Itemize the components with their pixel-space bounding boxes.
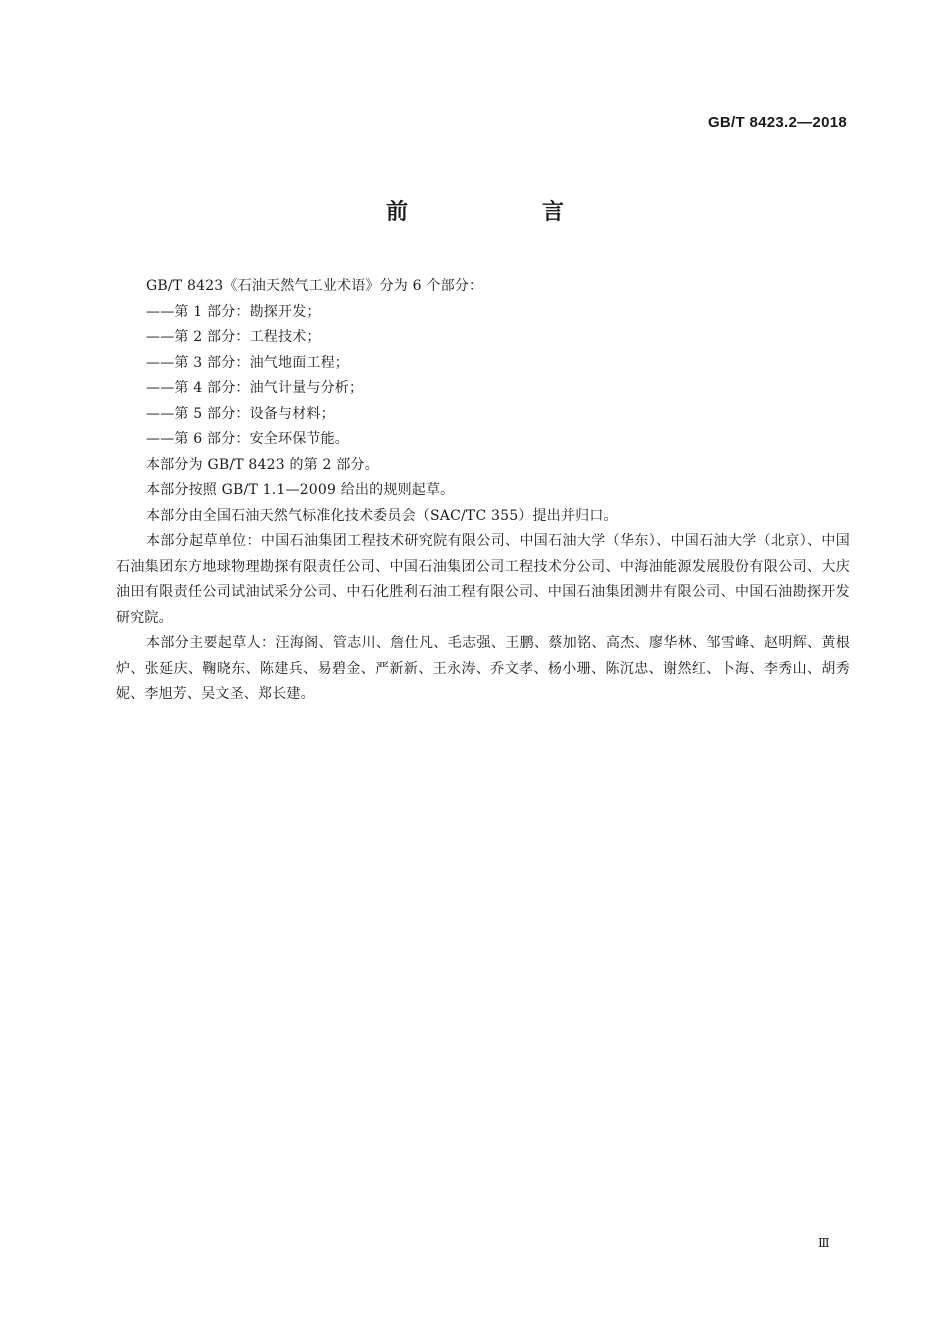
list-item-part-4: ——第 4 部分：油气计量与分析； <box>146 380 364 396</box>
paragraph-intro: GB/T 8423《石油天然气工业术语》分为 6 个部分： <box>146 278 484 294</box>
list-item-part-5: ——第 5 部分：设备与材料； <box>146 405 335 422</box>
page-title: 前 言 <box>385 200 620 225</box>
foreword-body <box>116 274 850 708</box>
list-item-part-6: ——第 6 部分：安全环保节能。 <box>146 431 350 447</box>
list-item-part-3: ——第 3 部分：油气地面工程； <box>146 354 350 371</box>
paragraph-committee: 本部分由全国石油天然气标准化技术委员会（SAC/TC 355）提出并归口。 <box>146 507 618 524</box>
list-item-part-1: ——第 1 部分：勘探开发； <box>146 303 321 320</box>
paragraph-drafting-units: 本部分起草单位：中国石油集团工程技术研究院有限公司、中国石油大学（华东）、中国石油大学（北京）、中国石油集团东方地球物理勘探有限责任公司、中国石油集团公司工程技术分公司、中海油能源发展股份有限公司、大庆油田有限责任公司试油试采分公司、中石化胜利石油工程有限公司、中国石油集团测井有限公司、中国石油勘探开发研究院。 <box>116 533 850 626</box>
paragraph-drafting-rules: 本部分按照 GB/T 1.1—2009 给出的规则起草。 <box>146 482 455 498</box>
standard-number: GB/T 8423.2—2018 <box>707 114 847 131</box>
paragraph-drafters: 本部分主要起草人：汪海阁、管志川、詹仕凡、毛志强、王鹏、蔡加铭、高杰、廖华林、邹雪峰、赵明辉、黄根炉、张延庆、鞠晓东、陈建兵、易碧金、严新新、王永涛、乔文孝、杨小珊、陈沉忠、谢然红、卜海、李秀山、胡秀妮、李旭芳、吴文圣、郑长建。 <box>116 635 850 702</box>
paragraph-part-statement: 本部分为 GB/T 8423 的第 2 部分。 <box>146 456 379 473</box>
list-item-part-2: ——第 2 部分：工程技术； <box>146 329 321 345</box>
page-number: Ⅲ <box>818 1236 830 1250</box>
